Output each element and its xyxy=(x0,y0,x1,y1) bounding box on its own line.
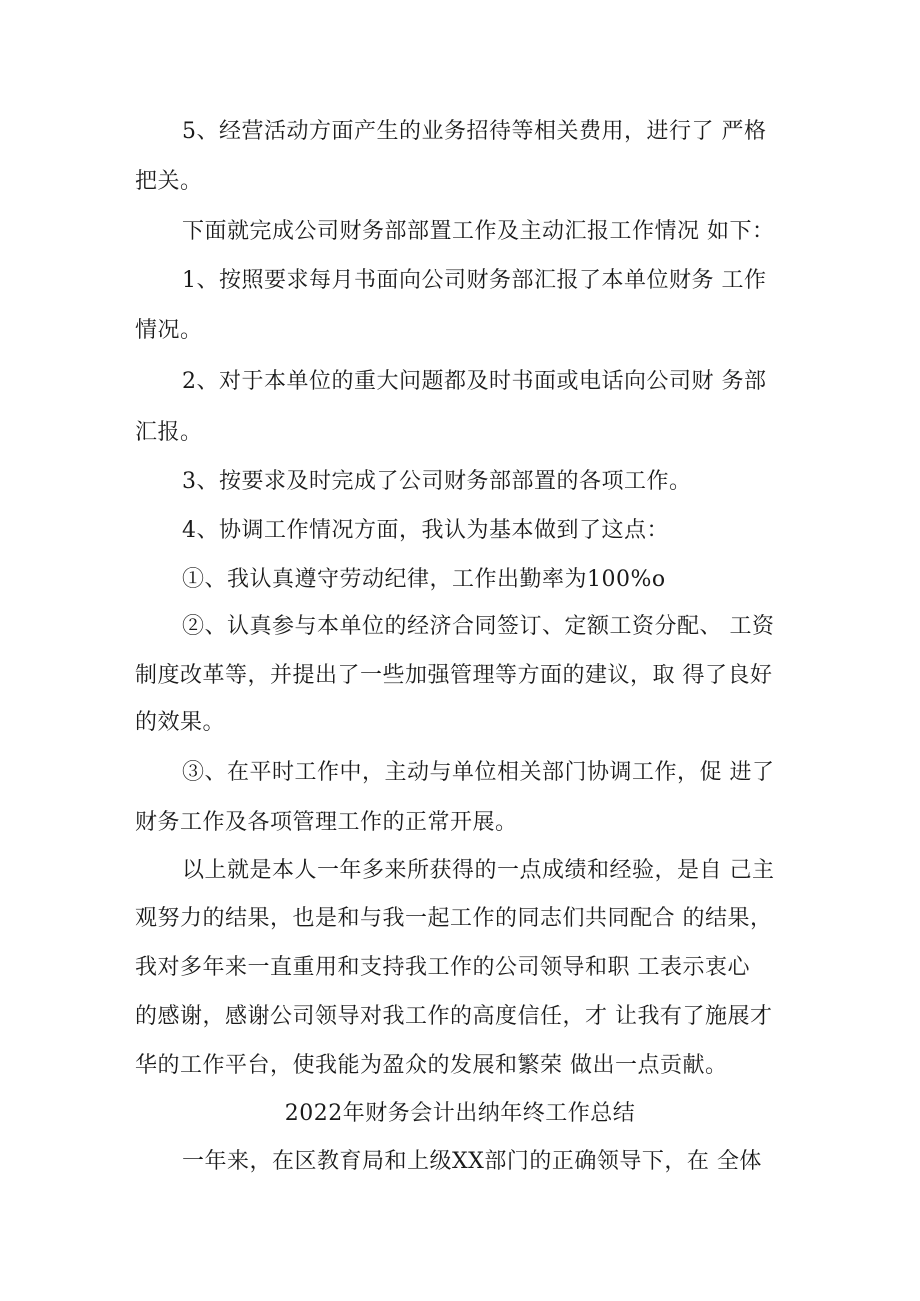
paragraph-line: 华的工作平台，使我能为盈众的发展和繁荣 做出一点贡献。 xyxy=(135,1053,728,1078)
paragraph-line: ③、在平时工作中，主动与单位相关部门协调工作，促 进了 xyxy=(182,760,775,785)
paragraph-line: 制度改革等，并提出了一些加强管理等方面的建议，取 得了良好 xyxy=(135,663,773,688)
paragraph-line: 的感谢，感谢公司领导对我工作的高度信任，才 让我有了施展才 xyxy=(135,1004,773,1029)
paragraph-line: 的效果。 xyxy=(135,710,226,735)
paragraph-line: 1、按照要求每月书面向公司财务部汇报了本单位财务 工作 xyxy=(182,268,767,293)
paragraph-line: 情况。 xyxy=(135,318,203,343)
paragraph-line: 以上就是本人一年多来所获得的一点成绩和经验，是自 己主 xyxy=(182,858,775,883)
paragraph-line: 财务工作及各项管理工作的正常开展。 xyxy=(135,810,518,835)
section-title: 2022年财务会计出纳年终工作总结 xyxy=(284,1101,636,1126)
paragraph-line: 2、对于本单位的重大问题都及时书面或电话向公司财 务部 xyxy=(182,369,767,394)
paragraph-line: ②、认真参与本单位的经济合同签订、定额工资分配、 工资 xyxy=(182,614,775,639)
paragraph-line: 5、经营活动方面产生的业务招待等相关费用，进行了 严格 xyxy=(182,119,767,144)
paragraph-line: ①、我认真遵守劳动纪律，工作出勤率为100%o xyxy=(182,567,666,592)
paragraph-line: 我对多年来一直重用和支持我工作的公司领导和职 工表示衷心 xyxy=(135,955,750,980)
paragraph-line: 下面就完成公司财务部部置工作及主动汇报工作情况 如下： xyxy=(182,219,775,244)
paragraph-line: 4、协调工作情况方面，我认为基本做到了这点： xyxy=(182,518,669,543)
paragraph-line: 把关。 xyxy=(135,169,203,194)
paragraph-line: 一年来，在区教育局和上级XX部门的正确领导下，在 全体 xyxy=(182,1149,762,1174)
paragraph-line: 3、按要求及时完成了公司财务部部置的各项工作。 xyxy=(182,469,692,494)
paragraph-line: 观努力的结果，也是和与我一起工作的同志们共同配合 的结果， xyxy=(135,906,773,931)
paragraph-line: 汇报。 xyxy=(135,420,203,445)
